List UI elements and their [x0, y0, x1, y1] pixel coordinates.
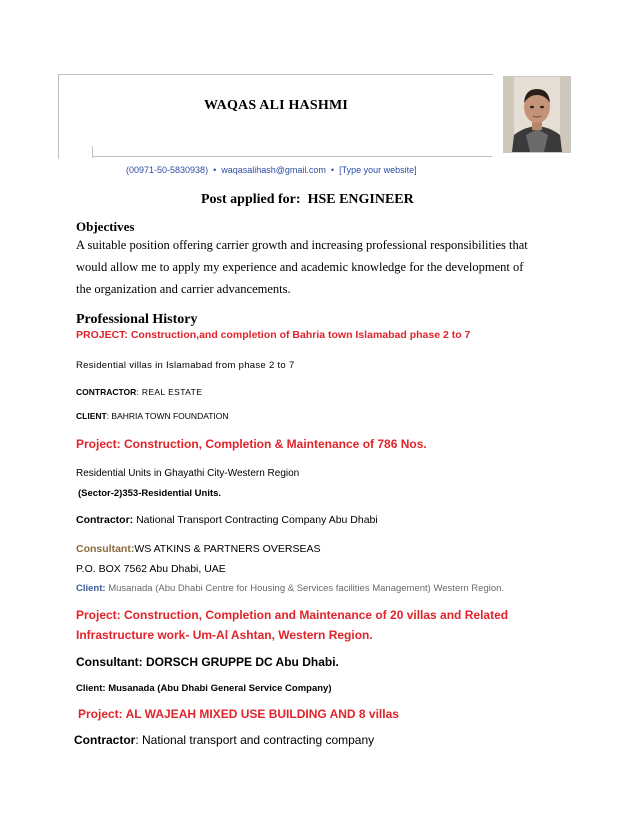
project2-client-label: Client:: [76, 583, 106, 594]
project4-contractor: [74, 733, 374, 747]
project3-consultant: Consultant: DORSCH GRUPPE DC Abu Dhabi.: [76, 655, 339, 669]
contact-separator: •: [330, 165, 335, 175]
project1-description: Residential villas in Islamabad from phase 2 to 7: [76, 360, 295, 371]
post-applied-value: HSE ENGINEER: [307, 192, 414, 207]
project1-client-value: : BAHRIA TOWN FOUNDATION: [106, 411, 229, 421]
project2-consultant-label: Consultant:: [76, 543, 135, 555]
project2-client: [76, 583, 504, 594]
project3-title-line1: Project: Construction, Completion and Maintenance of 20 villas and Related: [76, 608, 509, 622]
project1-contractor: [76, 387, 202, 397]
header-divider: [92, 156, 492, 157]
email-link[interactable]: waqasalihash@gmail.com: [221, 165, 326, 175]
phone-number: (00971-50-5830938): [126, 165, 209, 175]
post-applied: [201, 192, 414, 208]
project4-contractor-label: Contractor: [74, 733, 136, 747]
project2-title: Project: Construction, Completion & Maintenance of 786 Nos.: [76, 437, 427, 451]
project1-title: PROJECT: Construction,and completion of Bahria town Islamabad phase 2 to 7: [76, 329, 471, 341]
project1-client-label: CLIENT: [76, 411, 107, 421]
project2-consultant: [76, 543, 320, 555]
header-frame: [58, 74, 493, 159]
project1-client: [76, 411, 229, 421]
project2-sector: (Sector-2)353-Residential Units.: [78, 488, 222, 499]
project2-po-box: P.O. BOX 7562 Abu Dhabi, UAE: [76, 563, 226, 575]
post-applied-label: Post applied for:: [201, 192, 301, 207]
project4-title: Project: AL WAJEAH MIXED USE BUILDING AND 8 villas: [78, 707, 399, 721]
objectives-line: the organization and carrier advancements.: [76, 282, 291, 296]
project1-contractor-label: CONTRACTOR: [76, 387, 137, 397]
profile-photo-image: [504, 77, 570, 152]
project2-contractor-value: National Transport Contracting Company Abu Dhabi: [133, 514, 378, 526]
project3-client: Client: Musanada (Abu Dhabi General Service Company): [76, 683, 332, 694]
contact-line: [126, 165, 417, 175]
project2-client-value: Musanada (Abu Dhabi Centre for Housing & Services facilities Management) Western Region.: [105, 583, 505, 594]
profile-photo: [503, 76, 571, 153]
history-heading: Professional History: [76, 312, 198, 327]
project3-title-line2: Infrastructure work- Um-Al Ashtan, Western Region.: [76, 628, 373, 642]
objectives-heading: Objectives: [76, 219, 135, 234]
website-placeholder[interactable]: [Type your website]: [339, 165, 417, 175]
candidate-name: WAQAS ALI HASHMI: [204, 98, 349, 113]
objectives-line: would allow me to apply my experience and academic knowledge for the development of: [76, 260, 524, 274]
objectives-line: A suitable position offering carrier growth and increasing professional responsibilities that: [76, 238, 528, 252]
project2-consultant-value: WS ATKINS & PARTNERS OVERSEAS: [134, 543, 321, 555]
project1-contractor-value: : REAL ESTATE: [136, 387, 203, 397]
project4-contractor-value: : National transport and contracting company: [135, 733, 375, 747]
project2-contractor-label: Contractor:: [76, 514, 134, 526]
project2-description: Residential Units in Ghayathi City-Western Region: [76, 468, 300, 479]
contact-separator: •: [213, 165, 217, 175]
project2-contractor: [76, 514, 378, 526]
